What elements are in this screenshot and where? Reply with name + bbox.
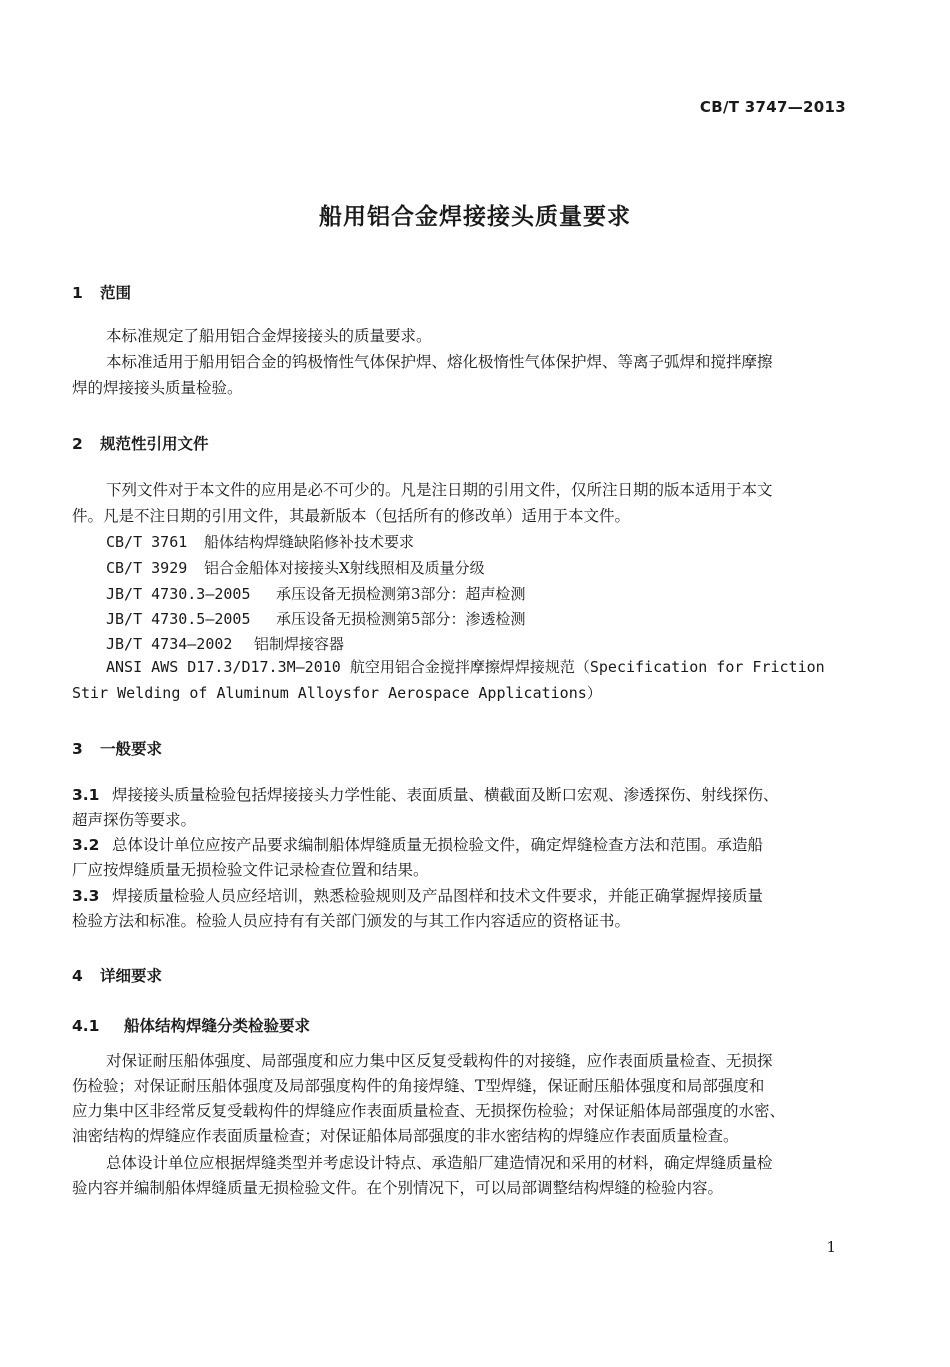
clause-3-1 (72, 783, 850, 808)
paragraph-line: 件。凡是不注日期的引用文件，其最新版本（包括所有的修改单）适用于本文件。 (72, 507, 631, 525)
subsection-4-1-heading (72, 1014, 310, 1036)
section-number: 1 (72, 284, 83, 302)
section-3-heading (72, 737, 162, 759)
reference-title: 航空用铝合金搅拌摩擦焊焊接规范 (349, 658, 575, 676)
reference-item (106, 557, 485, 578)
reference-code: CB/T 3929 (106, 559, 188, 577)
clause-line: 厂应按焊缝质量无损检验文件记录检查位置和结果。 (72, 861, 429, 879)
section-title: 范围 (100, 284, 132, 302)
clause-number: 3.2 (72, 836, 100, 854)
reference-item-ansi (72, 654, 852, 680)
reference-code: JB/T 4730.3—2005 (106, 585, 251, 603)
clause-text: 焊接质量检验人员应经培训，熟悉检验规则及产品图样和技术文件要求，并能正确掌握焊接质量 (112, 887, 764, 905)
standard-code: CB/T 3747—2013 (699, 98, 846, 116)
clause-number: 3.1 (72, 786, 100, 804)
reference-item-ansi-continued: Stir Welding of Aluminum Alloysfor Aerospace Applications） (72, 684, 602, 702)
document-title: 船用铝合金焊接接头质量要求 (319, 204, 631, 230)
subsection-number: 4.1 (72, 1017, 100, 1035)
clause-number: 3.3 (72, 887, 100, 905)
reference-code: JB/T 4734—2002 (106, 635, 233, 653)
paragraph-line: 下列文件对于本文件的应用是必不可少的。凡是注日期的引用文件，仅所注日期的版本适用于本文 (106, 481, 773, 499)
clause-line: 检验方法和标准。检验人员应持有有关部门颁发的与其工作内容适应的资格证书。 (72, 912, 631, 930)
reference-title: 承压设备无损检测第3部分：超声检测 (276, 585, 526, 603)
reference-item (106, 633, 344, 654)
paragraph-line: 验内容并编制船体焊缝质量无损检验文件。在个别情况下，可以局部调整结构焊缝的检验内容。 (72, 1179, 724, 1197)
section-4-heading (72, 964, 162, 986)
paragraph-line: 油密结构的焊缝应作表面质量检查；对保证船体局部强度的非水密结构的焊缝应作表面质量检查。 (72, 1127, 739, 1145)
reference-item (106, 583, 526, 604)
clause-text: 焊接接头质量检验包括焊接接头力学性能、表面质量、横截面及断口宏观、渗透探伤、射线探伤、 (112, 786, 779, 804)
section-title: 规范性引用文件 (100, 435, 209, 453)
paragraph-line: 焊的焊接接头质量检验。 (72, 379, 243, 397)
reference-code: ANSI AWS D17.3/D17.3M—2010 (106, 658, 341, 676)
section-title: 一般要求 (100, 740, 163, 758)
reference-item (106, 608, 526, 629)
clause-3-3 (72, 884, 850, 909)
paragraph-line: 应力集中区非经常反复受载构件的焊缝应作表面质量检查、无损探伤检验；对保证船体局部强度的水密、 (72, 1102, 786, 1120)
reference-code: CB/T 3761 (106, 533, 188, 551)
clause-text: 总体设计单位应按产品要求编制船体焊缝质量无损检验文件，确定焊缝检查方法和范围。承造船 (112, 836, 764, 854)
paragraph-line: 本标准适用于船用铝合金的钨极惰性气体保护焊、熔化极惰性气体保护焊、等离子弧焊和搅拌摩擦 (106, 353, 773, 371)
reference-code: JB/T 4730.5—2005 (106, 610, 251, 628)
paragraph-line: 对保证耐压船体强度、局部强度和应力集中区反复受载构件的对接缝，应作表面质量检查、无损探 (106, 1052, 773, 1070)
page-number: 1 (826, 1238, 836, 1256)
reference-title: 船体结构焊缝缺陷修补技术要求 (204, 533, 415, 551)
paragraph-line: 总体设计单位应根据焊缝类型并考虑设计特点、承造船厂建造情况和采用的材料，确定焊缝质量检 (106, 1154, 773, 1172)
section-1-heading (72, 281, 131, 303)
reference-item (106, 531, 414, 552)
section-title: 详细要求 (100, 967, 163, 985)
reference-title: 铝合金船体对接接头X射线照相及质量分级 (204, 559, 485, 577)
section-number: 2 (72, 435, 83, 453)
clause-3-2 (72, 833, 850, 858)
paragraph-line: 伤检验；对保证耐压船体强度及局部强度构件的角接焊缝、T型焊缝，保证耐压船体强度和局部强度和 (72, 1077, 765, 1095)
clause-line: 超声探伤等要求。 (72, 811, 197, 829)
reference-title: 铝制焊接容器 (254, 635, 345, 653)
paragraph: 本标准规定了船用铝合金焊接接头的质量要求。 (106, 327, 432, 345)
section-number: 3 (72, 740, 83, 758)
reference-english-title: （Specification for Friction (574, 658, 825, 676)
section-number: 4 (72, 967, 83, 985)
reference-title: 承压设备无损检测第5部分：渗透检测 (276, 610, 526, 628)
subsection-title: 船体结构焊缝分类检验要求 (124, 1017, 311, 1035)
section-2-heading (72, 432, 209, 454)
